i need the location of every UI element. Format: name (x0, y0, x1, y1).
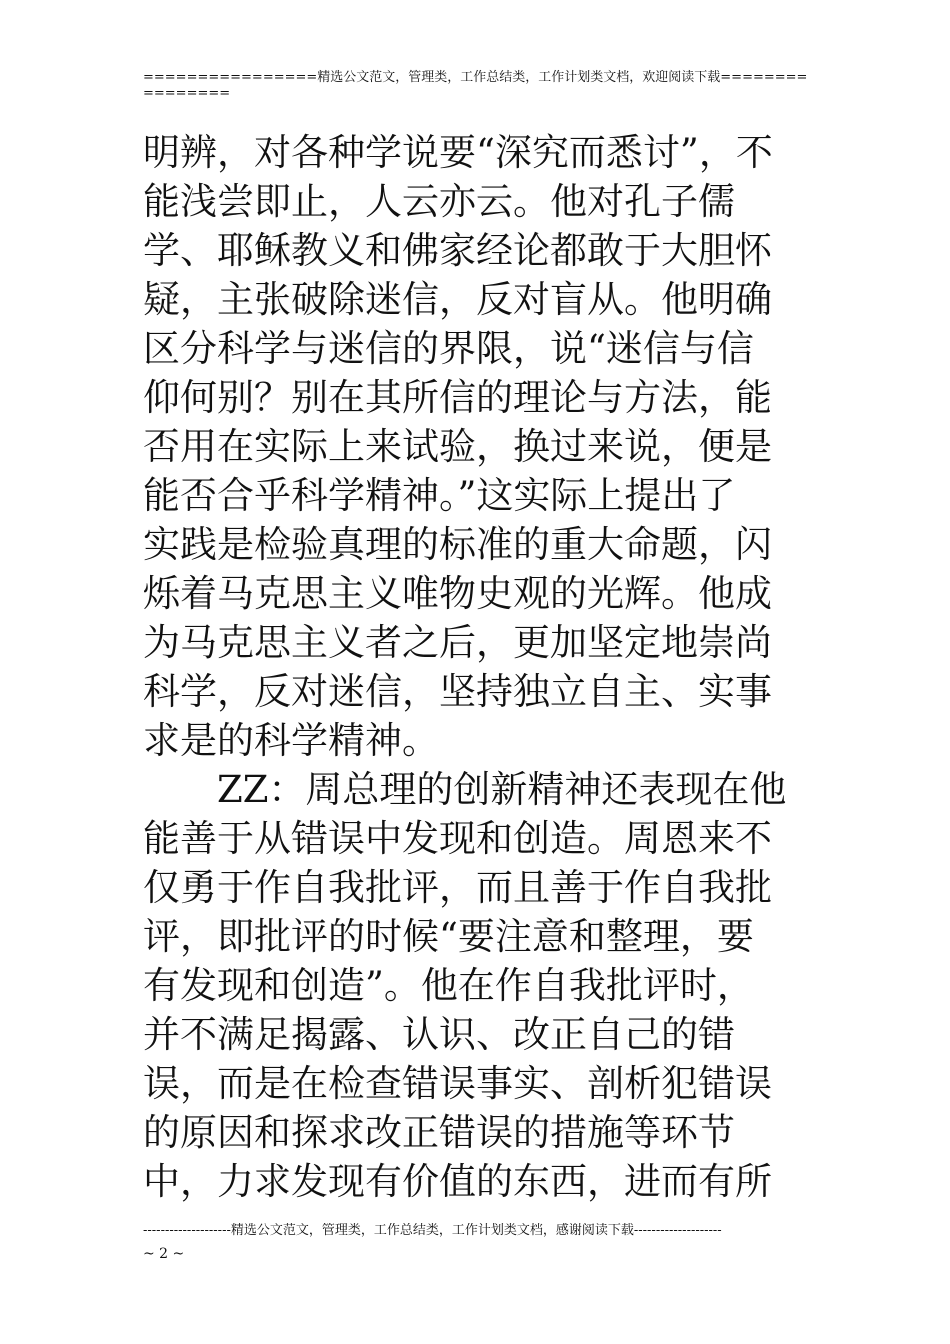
paragraph-1 (143, 128, 815, 765)
page-header: ================精选公文范文，管理类，工作总结类，工作计划类文档，欢迎阅读下载================ (143, 70, 808, 101)
text-line: 明辨，对各种学说要“深究而悉讨”，不 (143, 131, 773, 174)
text-line: 误，而是在检查错误事实、剖析犯错误 (143, 1062, 772, 1105)
text-line: 有发现和创造”。他在作自我批评时， (143, 964, 754, 1007)
text-line: 科学，反对迷信，坚持独立自主、实事 (143, 670, 772, 713)
text-line: 能善于从错误中发现和创造。周恩来不 (143, 817, 772, 860)
text-line: 的原因和探求改正错误的措施等环节 (143, 1111, 735, 1154)
text-line: 烁着马克思主义唯物史观的光辉。他成 (143, 572, 772, 615)
text-line: 仰何别？别在其所信的理论与方法，能 (143, 376, 772, 419)
text-line: 为马克思主义者之后，更加坚定地崇尚 (143, 621, 772, 664)
text-line: 能浅尝即止，人云亦云。他对孔子儒 (143, 180, 735, 223)
text-line: 中，力求发现有价值的东西，进而有所 (143, 1160, 772, 1203)
text-line: 仅勇于作自我批评，而且善于作自我批 (143, 866, 772, 909)
text-line: 实践是检验真理的标准的重大命题，闪 (143, 523, 772, 566)
text-line: 求是的科学精神。 (143, 719, 439, 762)
text-line: 并不满足揭露、认识、改正自己的错 (143, 1013, 735, 1056)
text-line: 能否合乎科学精神。”这实际上提出了 (143, 474, 736, 517)
text-line: 学、耶稣教义和佛家经论都敢于大胆怀 (143, 229, 772, 272)
text-line: ZZ：周总理的创新精神还表现在他 (217, 768, 787, 811)
text-line: 疑，主张破除迷信，反对盲从。他明确 (143, 278, 772, 321)
document-body (143, 128, 815, 1206)
page-number: ~ 2 ~ (143, 1246, 185, 1262)
text-line: 否用在实际上来试验，换过来说，便是 (143, 425, 772, 468)
text-line: 评，即批评的时候“要注意和整理，要 (143, 915, 754, 958)
paragraph-2 (143, 765, 815, 1206)
text-line: 区分科学与迷信的界限，说“迷信与信 (143, 327, 754, 370)
page-footer: --------------------精选公文范文，管理类，工作总结类，工作计划类文档，感谢阅读下载-------------------- (143, 1223, 722, 1238)
